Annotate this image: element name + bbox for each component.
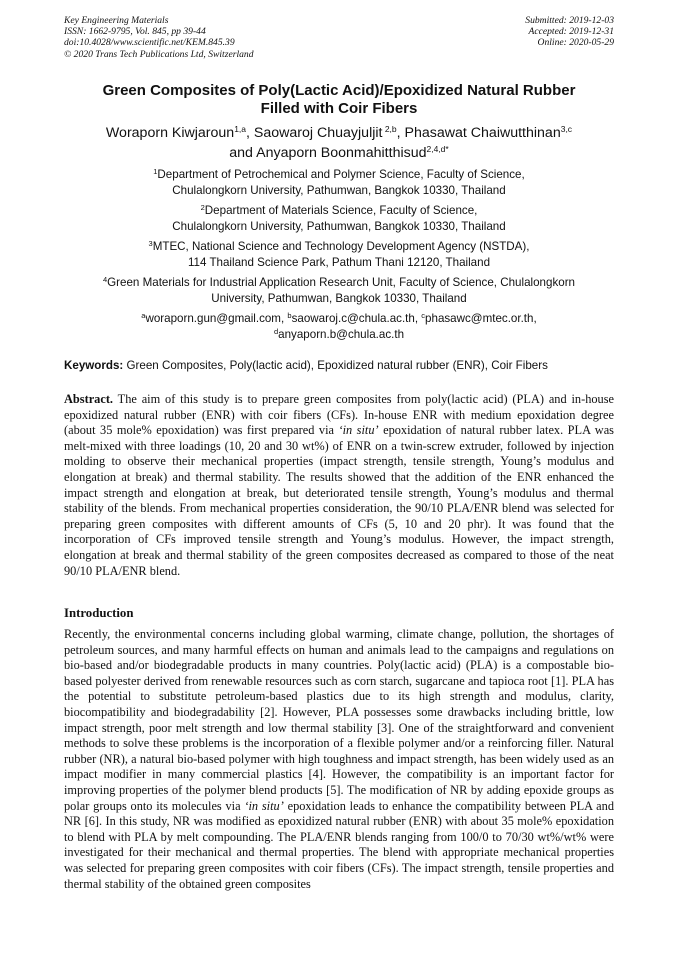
affiliation-2-line-1: Department of Materials Science, Faculty of Science,: [204, 204, 478, 217]
affiliation-4-line-1: Green Materials for Industrial Application Research Unit, Faculty of Science, Chulalongkorn: [107, 276, 575, 289]
affiliation-3-line-2: 114 Thailand Science Park, Pathum Thani 12120, Thailand: [187, 255, 491, 269]
date-online: Online: 2020-05-29: [537, 37, 614, 49]
email-d-link[interactable]: anyaporn.b@chula.ac.th: [278, 327, 405, 341]
affiliation-1-line-1: Department of Petrochemical and Polymer Science, Faculty of Science,: [157, 168, 525, 181]
abstract-label: Abstract.: [64, 392, 114, 406]
journal-name: Key Engineering Materials: [64, 15, 169, 26]
title-line-2: Filled with Coir Fibers: [260, 100, 418, 117]
author-conjunction: and: [229, 144, 257, 161]
abstract-text-1: The aim of this study is to prepare green composites from poly(lactic acid) (PLA) and in-house epoxidized natural rubber (ENR) with coir fibers (CFs). In-house ENR with medium epoxidation degree (about 35 mole% epoxidation) was first prepared via: [64, 392, 614, 438]
author-2-affil: 2,b: [382, 124, 397, 134]
author-emails: [40, 311, 638, 342]
abstract: [64, 392, 614, 579]
journal-header: [64, 15, 254, 60]
affiliation-1-line-2: Chulalongkorn University, Pathumwan, Bangkok 10330, Thailand: [172, 183, 506, 197]
affiliation-3-marker: 3: [148, 239, 153, 248]
email-a-link[interactable]: woraporn.gun@gmail.com,: [145, 312, 288, 325]
paper-title: [64, 82, 614, 118]
author-1-affil: 1,a: [234, 124, 247, 134]
section-heading-introduction: Introduction: [64, 606, 134, 620]
title-line-1: Green Composites of Poly(Lactic Acid)/Epoxidized Natural Rubber: [102, 82, 576, 99]
date-accepted: Accepted: 2019-12-31: [528, 26, 614, 38]
introduction-emphasis: ‘in situ’: [244, 798, 284, 813]
affiliation-3: [40, 239, 638, 270]
author-2: Saowaroj Chuayjuljit: [253, 125, 383, 141]
authors-line-2: [40, 144, 638, 164]
affiliation-2-marker: 2: [200, 203, 205, 212]
keywords-label: Keywords:: [64, 359, 124, 372]
author-4: Anyaporn Boonmahitthisud: [256, 144, 427, 161]
email-d-marker: d: [273, 326, 279, 336]
author-3-affil: 3,c: [560, 124, 573, 134]
author-4-affil: 2,4,d*: [426, 143, 449, 154]
introduction-text-1: Recently, the environmental concerns including global warming, climate change, pollution, the shortages of petroleum sources, and many harmful effects on human and animals lead to the campaigns and regulations on bio-based and/or biodegradable products in many countries. Poly(lactic acid) (PLA) is a compostable bio-based polyester derived from renewable resources such as corn starch, sugarcane and tapioca root [1]. PLA has the potential to substitute petroleum-based plastics due to its high strength and modulus, clarity, biocompatibility and biodegradability [2]. However, PLA possesses some drawbacks including brittle, low impact strength, poor melt strength and low thermal stability [3]. One of the straightforward and convenient methods to solve these problems is the incorporation of a flexible polymer and/or a reinforcing filler. Natural rubber (NR), a natural bio-based polymer with high toughness and impact strength, has been widely used as an impact modifier in many commercial plastics [4]. However, the compatibility is an important factor for improving properties of the polymer blend products [5]. The modification of NR by adding epoxide groups as polar groups onto its molecules via: [64, 627, 614, 813]
email-c-marker: c: [421, 311, 426, 320]
authors-line-1: [40, 124, 638, 144]
publication-dates: [525, 15, 614, 49]
author-3: Phasawat Chaiwutthinan: [404, 125, 561, 141]
keywords: [64, 359, 624, 373]
email-b-marker: b: [287, 311, 292, 320]
author-1: Woraporn Kiwjaroun: [105, 125, 235, 141]
affiliation-1-marker: 1: [153, 167, 158, 176]
keywords-text: Green Composites, Poly(lactic acid), Epoxidized natural rubber (ENR), Coir Fibers: [123, 359, 548, 372]
abstract-text-2: epoxidation of natural rubber latex. PLA was melt-mixed with three loadings (10, 20 and 30 wt%) of ENR on a twin-screw extruder, followed by injection molding to observe their mechanical properties (impact strength, tensile strength, Young’s modulus and elongation at break) and thermal stability. The results showed that the addition of the ENR enhanced the impact strength and elongation at break, but deteriorated tensile strength, Young’s modulus and thermal stability of the blends. From mechanical properties consideration, the 90/10 PLA/ENR blend was selected for preparing green composites with different amounts of CFs (5, 10 and 20 phr). It was found that the incorporation of CFs improved tensile strength and Young’s modulus. However, the impact strength, elongation at break and thermal stability of the green composites decreased as compared to those of the neat 90/10 PLA/ENR blend.: [64, 423, 614, 578]
introduction-text-2: epoxidation leads to enhance the compatibility between PLA and NR [6]. In this study, NR was modified as epoxidized natural rubber (ENR) with about 35 mole% epoxidation to blend with PLA by melt compounding. The PLA/ENR blends ranging from 100/0 to 70/30 wt%/wt% were investigated for their mechanical and thermal properties. The blend with appropriate mechanical properties was selected for preparing green composites with coir fibers (CFs). The impact strength, tensile properties and thermal stability of the obtained green composites: [64, 798, 614, 891]
affiliation-4-line-2: University, Pathumwan, Bangkok 10330, Thailand: [211, 291, 467, 305]
abstract-emphasis: ‘in situ’: [338, 423, 379, 438]
affiliation-2-line-2: Chulalongkorn University, Pathumwan, Bangkok 10330, Thailand: [172, 219, 506, 233]
affiliation-4-marker: 4: [102, 275, 108, 284]
journal-issn: ISSN: 1662-9795, Vol. 845, pp 39-44: [64, 26, 206, 38]
email-c-link[interactable]: phasawc@mtec.or.th,: [425, 312, 537, 325]
affiliation-3-line-1: MTEC, National Science and Technology Development Agency (NSTDA),: [152, 240, 530, 253]
date-submitted: Submitted: 2019-12-03: [525, 15, 614, 26]
journal-doi[interactable]: doi:10.4028/www.scientific.net/KEM.845.39: [64, 37, 235, 49]
author-list: [40, 124, 638, 163]
author-separator: ,: [396, 125, 405, 141]
email-b-link[interactable]: saowaroj.c@chula.ac.th,: [291, 312, 422, 325]
author-separator: ,: [246, 125, 254, 141]
journal-copyright: © 2020 Trans Tech Publications Ltd, Switzerland: [64, 48, 254, 60]
affiliation-2: [40, 203, 638, 234]
affiliation-1: [40, 167, 638, 198]
introduction-paragraph: [64, 627, 614, 892]
email-a-marker: a: [141, 311, 146, 320]
affiliation-4: [40, 275, 638, 306]
